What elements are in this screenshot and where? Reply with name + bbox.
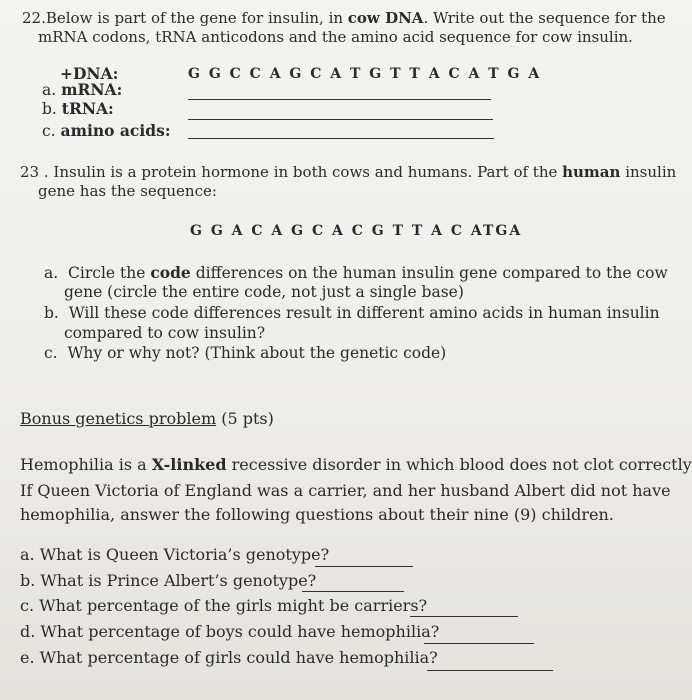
- bonus-question-d: d. What percentage of boys could have hemophilia?: [20, 622, 440, 641]
- bonus-answer-line-a[interactable]: [315, 566, 413, 567]
- item-letter: b.: [42, 100, 57, 118]
- bonus-answer-line-e[interactable]: [427, 670, 553, 671]
- human-dna-sequence: G G A C A G C A C G T T A C ATGA: [190, 223, 523, 239]
- bonus-p-bold: X-linked: [151, 455, 227, 474]
- q23-text-end: insulin: [620, 163, 677, 181]
- bonus-points: (5 pts): [216, 409, 274, 428]
- q23-item-a-line2: gene (circle the entire code, not just a single base): [64, 283, 464, 301]
- q23-item-b: [44, 304, 660, 322]
- trna-label: tRNA:: [61, 99, 114, 118]
- bonus-answer-line-c[interactable]: [410, 616, 518, 617]
- bonus-question-c: c. What percentage of the girls might be carriers?: [20, 596, 428, 615]
- item-letter: b.: [44, 304, 59, 322]
- q22-line2: mRNA codons, tRNA anticodons and the amino acid sequence for cow insulin.: [38, 28, 633, 46]
- bonus-p-text: Hemophilia is a: [20, 455, 152, 474]
- q23-line2: gene has the sequence:: [38, 182, 217, 200]
- q22-item-a: [42, 80, 122, 99]
- q23-item-b-line2: compared to cow insulin?: [64, 324, 266, 342]
- bonus-p-text-end: recessive disorder in which blood does not clot correctly: [226, 455, 692, 474]
- q23-item-a: [44, 263, 668, 282]
- bonus-heading: [20, 409, 274, 428]
- bonus-answer-line-b[interactable]: [302, 591, 404, 592]
- q23-bold-human: human: [562, 163, 621, 181]
- q23-text: Insulin is a protein hormone in both cows and humans. Part of the: [53, 163, 563, 181]
- bonus-paragraph-line3: hemophilia, answer the following questions about their nine (9) children.: [20, 505, 614, 524]
- q22-text-end: . Write out the sequence for the: [423, 9, 666, 27]
- item-letter: c.: [42, 122, 56, 140]
- q22-line1: [22, 9, 666, 28]
- bonus-title: Bonus genetics problem: [20, 409, 217, 428]
- bonus-question-b: b. What is Prince Albert’s genotype?: [20, 571, 317, 590]
- q22-item-c: [42, 121, 171, 140]
- bonus-paragraph-line1: [20, 455, 692, 474]
- bonus-paragraph-line2: If Queen Victoria of England was a carrier, and her husband Albert did not have: [20, 481, 671, 500]
- cow-dna-sequence: G G C C A G C A T G T T A C A T G A: [188, 66, 542, 82]
- q23-a-text: Circle the: [68, 264, 151, 282]
- q23-item-c: [44, 344, 446, 362]
- q23-b-text: Will these code differences result in different amino acids in human insulin: [68, 304, 660, 322]
- bonus-question-a: a. What is Queen Victoria’s genotype?: [20, 545, 330, 564]
- mrna-label: mRNA:: [61, 80, 123, 99]
- amino-acids-answer-line[interactable]: [188, 138, 494, 139]
- item-letter: c.: [44, 344, 58, 362]
- bonus-question-e: e. What percentage of girls could have hemophilia?: [20, 648, 438, 667]
- dna-label: +DNA:: [60, 64, 119, 83]
- q22-number: 22.: [22, 9, 46, 27]
- amino-acids-label: amino acids:: [60, 121, 171, 140]
- q23-a-text-end: differences on the human insulin gene compared to the cow: [190, 264, 668, 282]
- q23-c-text: Why or why not? (Think about the genetic code): [67, 344, 447, 362]
- item-letter: a.: [44, 264, 59, 282]
- q22-bold-cow-dna: cow DNA: [347, 9, 424, 27]
- q23-line1: [20, 163, 676, 182]
- q22-item-b: [42, 99, 114, 118]
- q22-text: Below is part of the gene for insulin, in: [45, 9, 348, 27]
- q23-a-bold: code: [150, 263, 191, 282]
- q23-number: 23 .: [20, 163, 49, 181]
- item-letter: a.: [42, 81, 57, 99]
- mrna-answer-line[interactable]: [188, 99, 491, 100]
- trna-answer-line[interactable]: [188, 119, 493, 120]
- bonus-answer-line-d[interactable]: [424, 643, 534, 644]
